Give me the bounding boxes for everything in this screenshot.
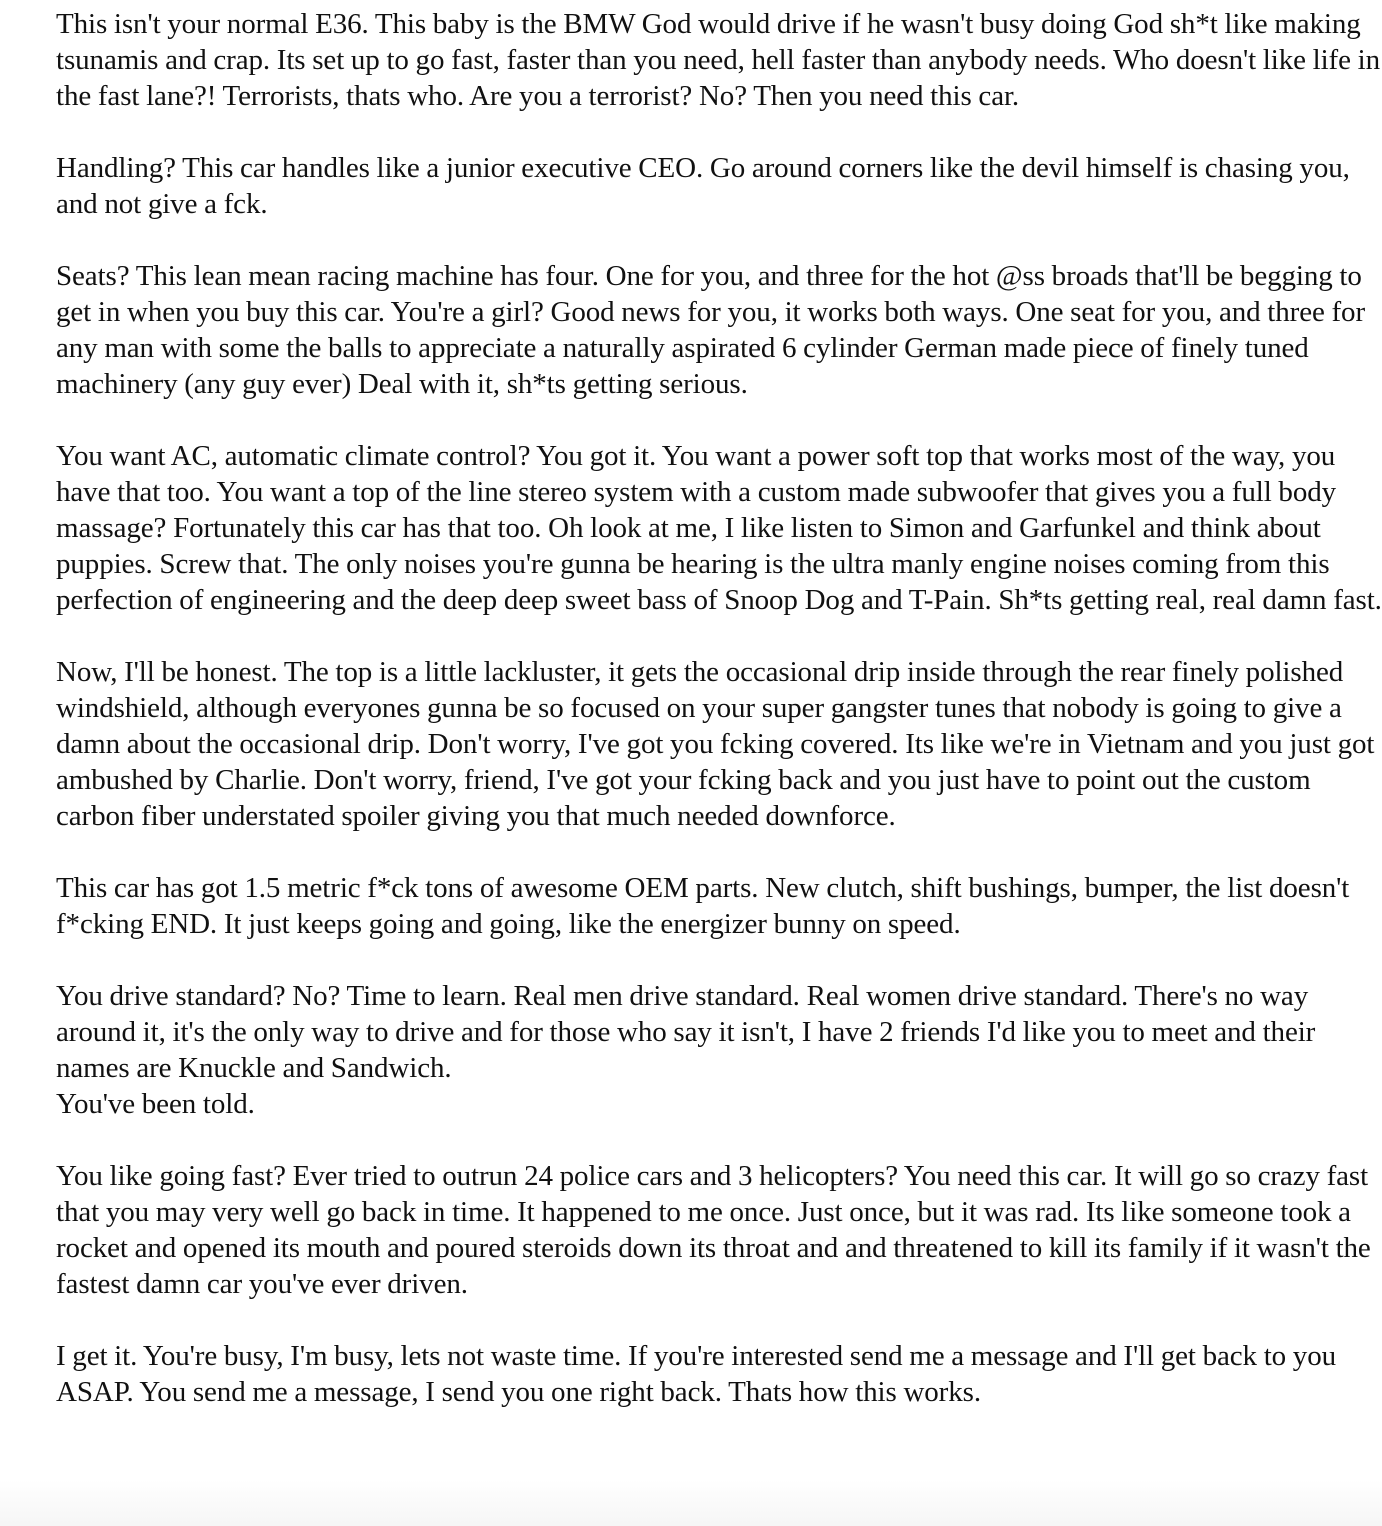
paragraph-been-told: You've been told. xyxy=(56,1088,255,1120)
paragraph-oem-parts: This car has got 1.5 metric f*ck tons of awesome OEM parts. New clutch, shift bushings, bumper, the list doesn't f*cking END. It just keeps going and going, like the energizer bunny on speed. xyxy=(56,872,1350,940)
paragraph-contact: I get it. You're busy, I'm busy, lets not waste time. If you're interested send me a message and I'll get back to you ASAP. You send me a message, I send you one right back. Thats how this works. xyxy=(56,1340,1337,1408)
paragraph-standard-transmission: You drive standard? No? Time to learn. Real men drive standard. Real women drive standard. There's no way around it, it's the only way to drive and for those who say it isn't, I have 2 friends I'd like you to meet and their names are Knuckle and Sandwich. xyxy=(56,980,1316,1084)
paragraph-speed: You like going fast? Ever tried to outrun 24 police cars and 3 helicopters? You need this car. It will go so crazy fast that you may very well go back in time. It happened to me once. Just once, but it was rad. Its like someone took a rocket and opened its mouth and poured steroids down its throat and and threatened to kill its family if it wasn't the fastest damn car you've ever driven. xyxy=(56,1160,1371,1300)
listing-description xyxy=(56,6,1382,1446)
paragraph-top-condition: Now, I'll be honest. The top is a little lackluster, it gets the occasional drip inside through the rear finely polished windshield, although everyones gunna be so focused on your super gangster tunes that nobody is going to give a damn about the occasional drip. Don't worry, I've got you fcking covered. Its like we're in Vietnam and you just got ambushed by Charlie. Don't worry, friend, I've got your fcking back and you just have to point out the custom carbon fiber understated spoiler giving you that much needed downforce. xyxy=(56,656,1375,832)
paragraph-handling: Handling? This car handles like a junior executive CEO. Go around corners like the devil himself is chasing you, and not give a fck. xyxy=(56,152,1350,220)
paragraph-intro: This isn't your normal E36. This baby is the BMW God would drive if he wasn't busy doing God sh*t like making tsunamis and crap. Its set up to go fast, faster than you need, hell faster than anybody needs. Who doesn't like life in the fast lane?! Terrorists, thats who. Are you a terrorist? No? Then you need this car. xyxy=(56,8,1380,112)
paragraph-seats: Seats? This lean mean racing machine has four. One for you, and three for the hot @ss broads that'll be begging to get in when you buy this car. You're a girl? Good news for you, it works both ways. One seat for you, and three for any man with some the balls to appreciate a naturally aspirated 6 cylinder German made piece of finely tuned machinery (any guy ever) Deal with it, sh*ts getting serious. xyxy=(56,260,1366,400)
paragraph-features: You want AC, automatic climate control? You got it. You want a power soft top that works most of the way, you have that too. You want a top of the line stereo system with a custom made subwoofer that gives you a full body massage? Fortunately this car has that too. Oh look at me, I like listen to Simon and Garfunkel and think about puppies. Screw that. The only noises you're gunna be hearing is the ultra manly engine noises coming from this perfection of engineering and the deep deep sweet bass of Snoop Dog and T-Pain. Sh*ts getting real, real damn fast. xyxy=(56,440,1382,616)
bottom-scroll-shadow xyxy=(0,1480,1382,1526)
